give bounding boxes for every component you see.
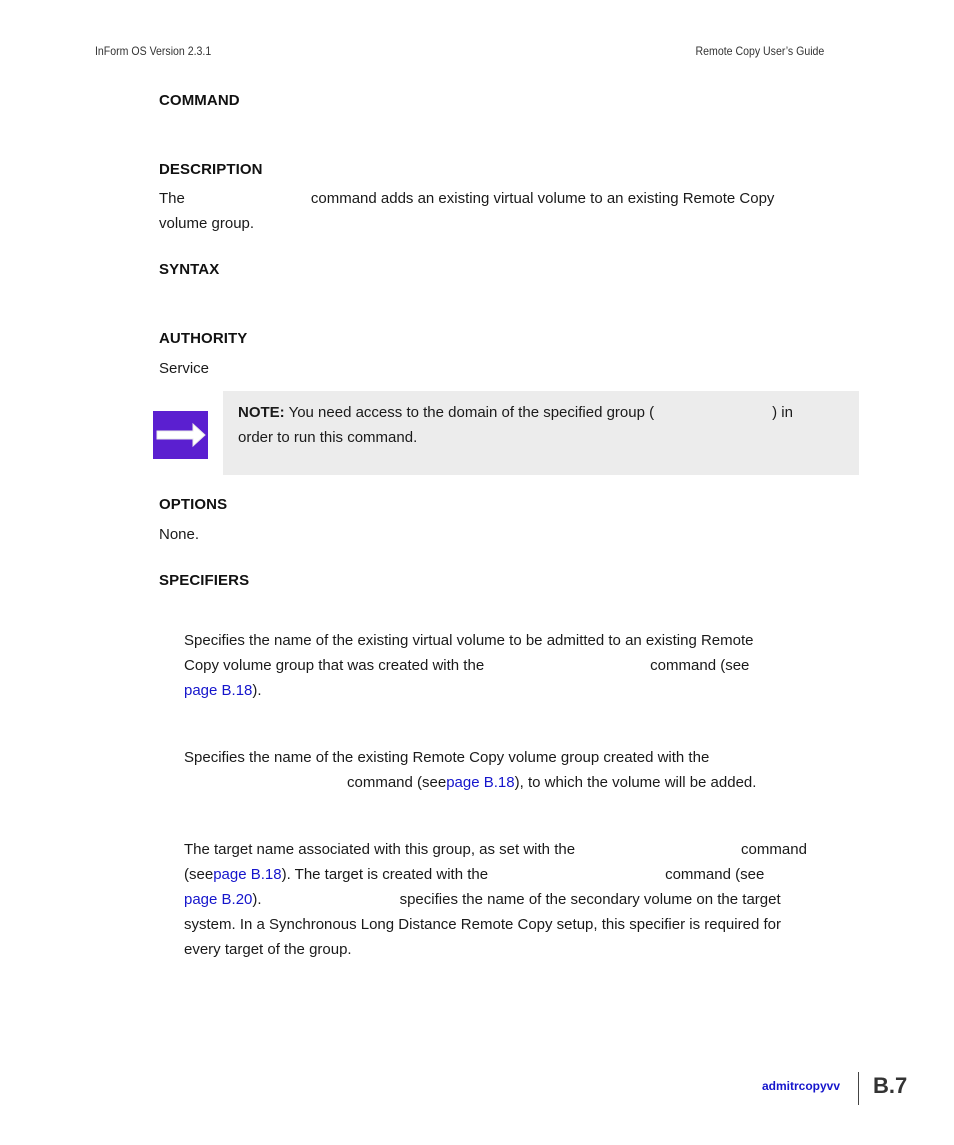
page-number: B.7 bbox=[873, 1073, 908, 1098]
spec3-page-link-2[interactable]: page B.20 bbox=[184, 891, 253, 908]
spec3-page-link-1[interactable]: page B.18 bbox=[213, 866, 282, 883]
heading-syntax: SYNTAX bbox=[159, 261, 220, 278]
header-guide-title: Remote Copy User’s Guide bbox=[695, 44, 824, 58]
note-text-3: order to run this command. bbox=[238, 429, 418, 446]
options-text: None. bbox=[159, 526, 200, 543]
note-text bbox=[238, 400, 848, 450]
spec3-line-3a: ). bbox=[252, 891, 262, 908]
note-text-2: ) in bbox=[772, 404, 793, 421]
spec3-line-3b: specifies the name of the secondary volume on the target bbox=[399, 891, 781, 908]
spec3-line-1b: command bbox=[741, 841, 807, 858]
spec1-end: ). bbox=[252, 682, 262, 699]
description-paragraph bbox=[159, 186, 849, 236]
spec2-page-link[interactable]: page B.18 bbox=[446, 774, 515, 791]
footer-divider bbox=[858, 1072, 859, 1105]
spec1-line-2b: command (see bbox=[650, 657, 750, 674]
spec3-line-5: every target of the group. bbox=[184, 941, 352, 958]
note-label: NOTE: bbox=[238, 404, 285, 421]
heading-authority: AUTHORITY bbox=[159, 330, 248, 347]
spec1-page-link[interactable]: page B.18 bbox=[184, 682, 253, 699]
spec3-line-1a: The target name associated with this group, as set with the bbox=[184, 841, 576, 858]
spec3-line-2a: (see bbox=[184, 866, 214, 883]
spec3-line-2c: command (see bbox=[665, 866, 765, 883]
footer-command-name: admitrcopyvv bbox=[762, 1079, 841, 1093]
header-version: InForm OS Version 2.3.1 bbox=[95, 44, 212, 58]
description-text-3: volume group. bbox=[159, 215, 255, 232]
spec3-line-4: system. In a Synchronous Long Distance Remote Copy setup, this specifier is required for bbox=[184, 916, 781, 933]
spec2-line-2b: ), to which the volume will be added. bbox=[514, 774, 757, 791]
spec1-line-1: Specifies the name of the existing virtual volume to be admitted to an existing Remote bbox=[184, 632, 754, 649]
specifier-target-name bbox=[184, 837, 874, 962]
specifier-virtual-volume bbox=[184, 628, 864, 703]
note-text-1: You need access to the domain of the specified group ( bbox=[288, 404, 655, 421]
spec2-line-1: Specifies the name of the existing Remote Copy volume group created with the bbox=[184, 749, 710, 766]
spec1-line-2a: Copy volume group that was created with the bbox=[184, 657, 485, 674]
heading-command: COMMAND bbox=[159, 92, 240, 109]
description-text-2: command adds an existing virtual volume to an existing Remote Copy bbox=[310, 190, 775, 207]
right-arrow-icon bbox=[153, 411, 208, 459]
heading-options: OPTIONS bbox=[159, 496, 228, 513]
specifier-group-name bbox=[184, 745, 864, 795]
heading-specifiers: SPECIFIERS bbox=[159, 572, 250, 589]
spec3-line-2b: ). The target is created with the bbox=[281, 866, 489, 883]
description-text-1: The bbox=[159, 190, 185, 207]
spec2-line-2a: command (see bbox=[347, 774, 447, 791]
heading-description: DESCRIPTION bbox=[159, 161, 263, 178]
authority-text: Service bbox=[159, 360, 210, 377]
